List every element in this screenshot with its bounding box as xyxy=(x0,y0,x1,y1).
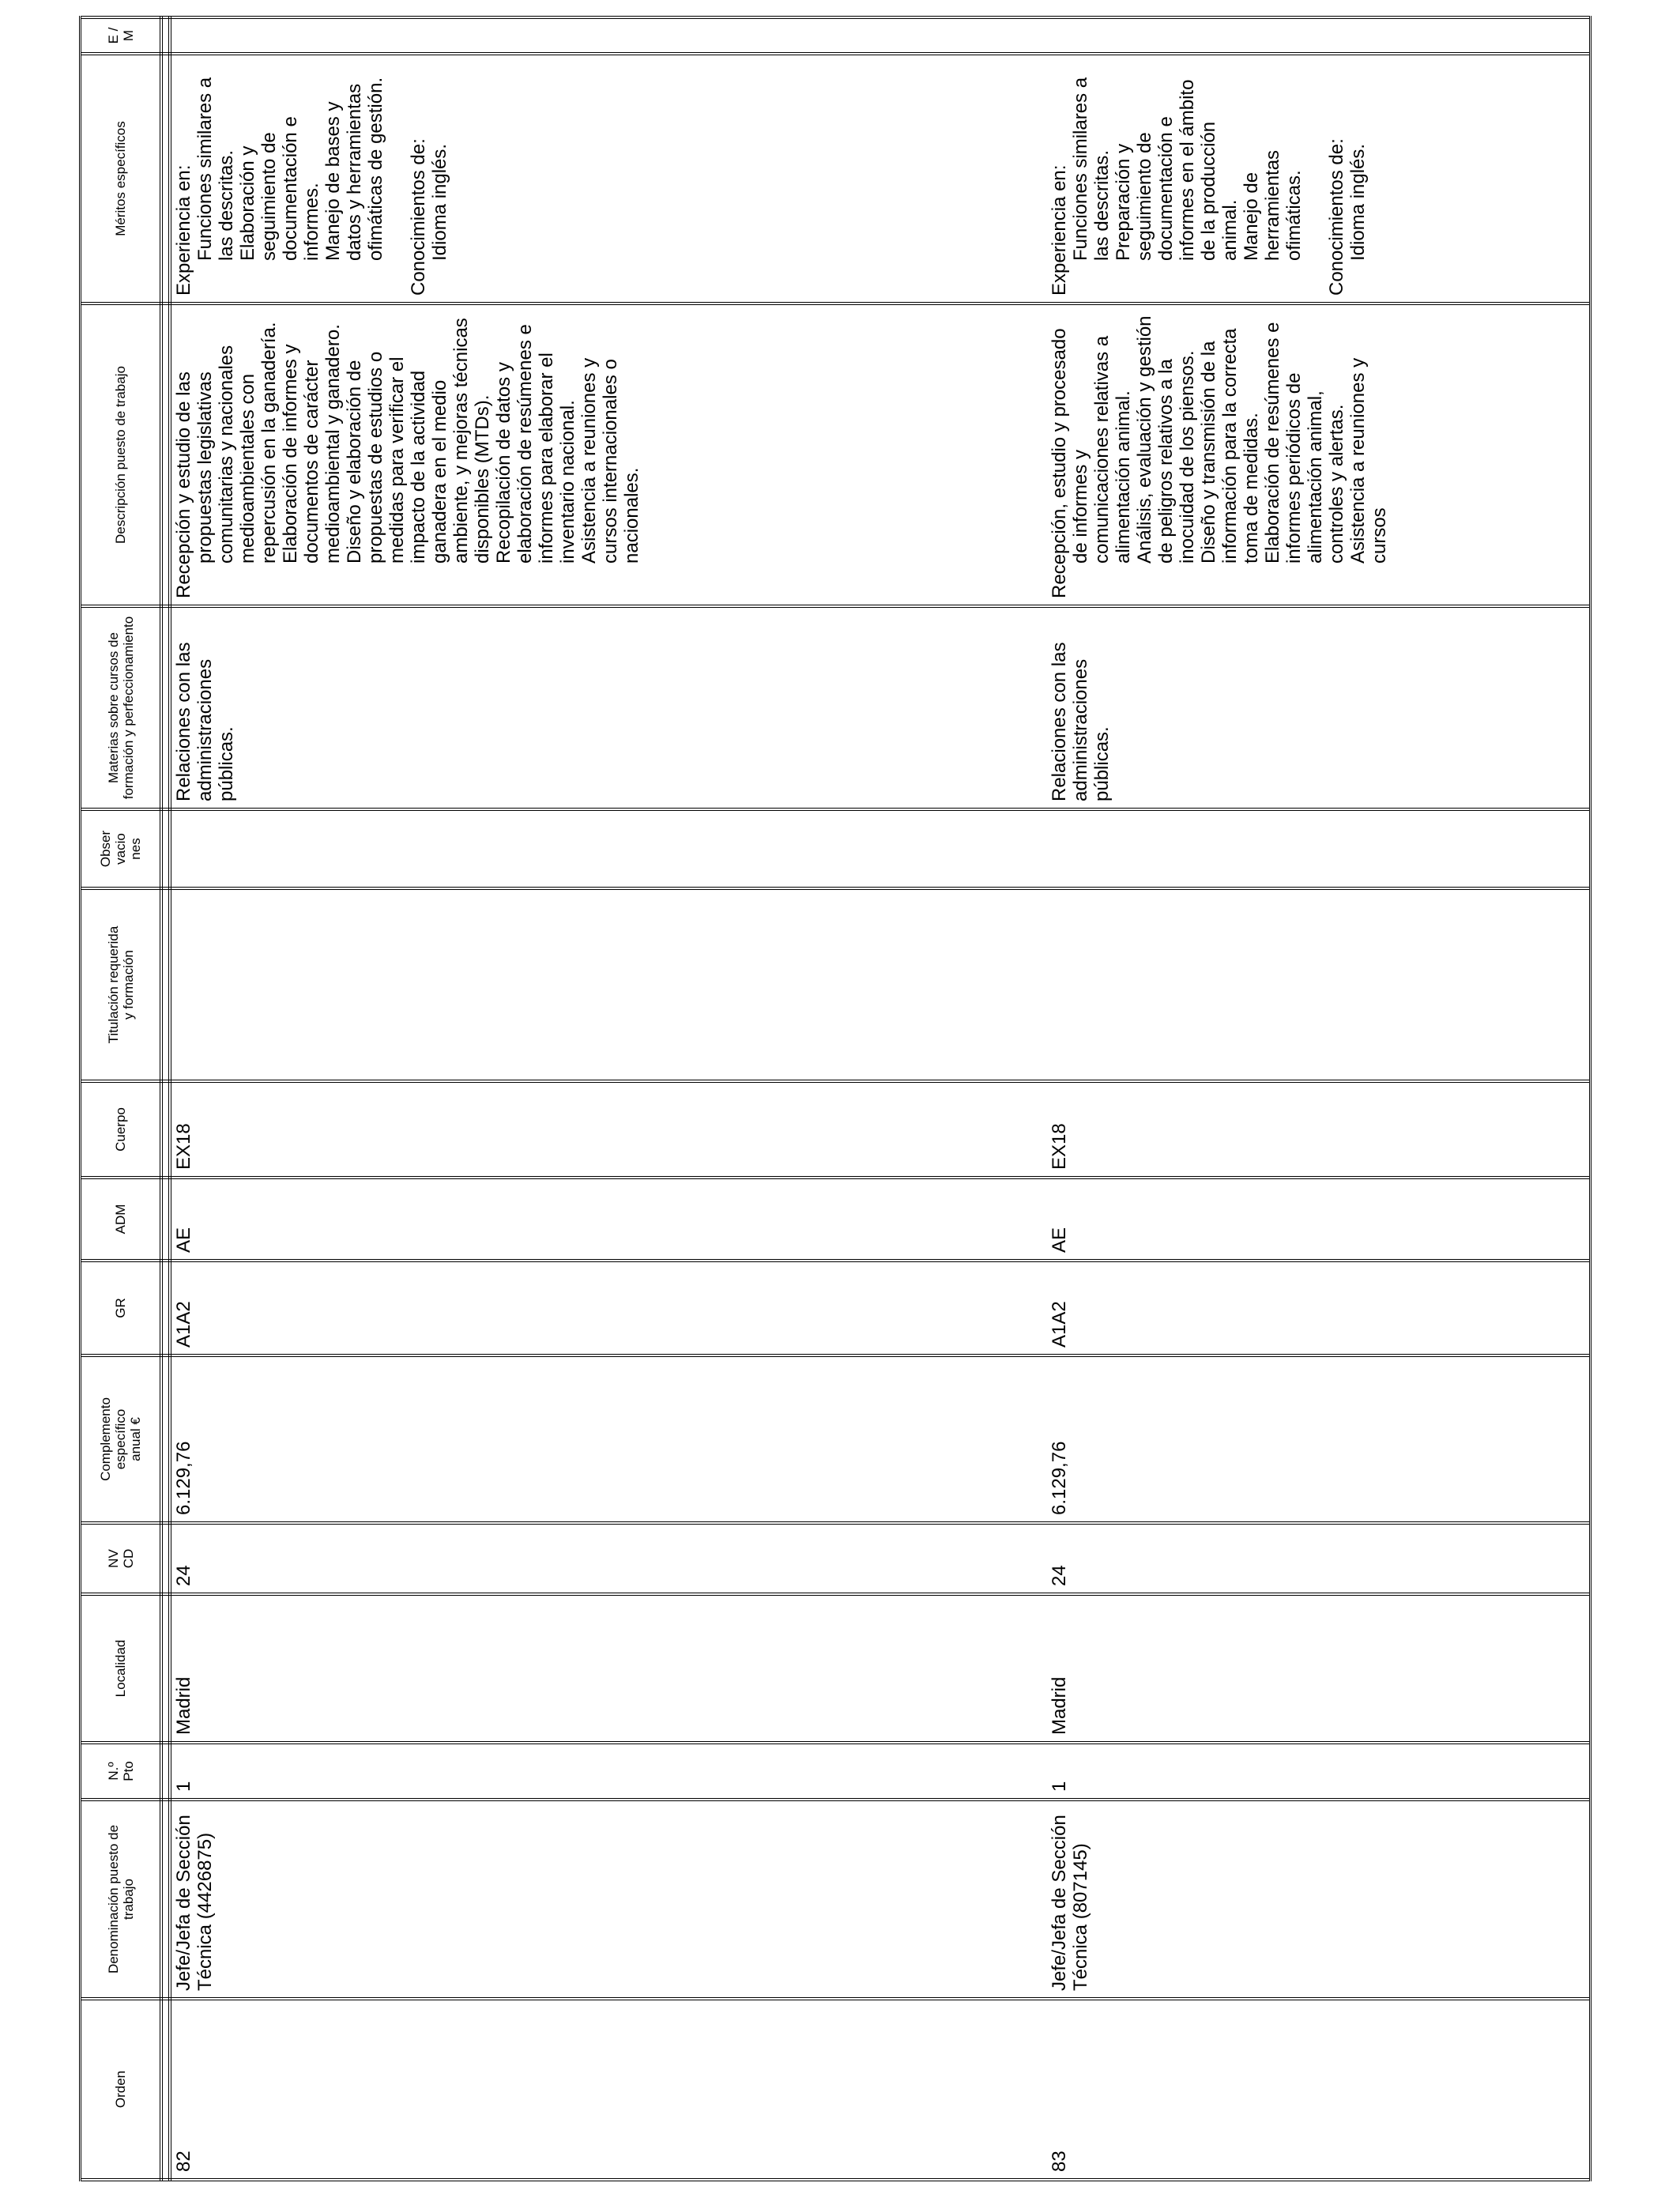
meritos-exp-item: Manejo de herramientas ofimáticas. xyxy=(1241,149,1305,261)
header-cell-meritos xyxy=(81,55,160,302)
header-cell-em xyxy=(81,19,160,52)
meritos-con-title: Conocimientos de: xyxy=(1326,138,1347,296)
meritos-con-item: Idioma inglés. xyxy=(429,143,450,261)
header-cell-gr xyxy=(81,1262,160,1354)
meritos-con-item: Idioma inglés. xyxy=(1347,143,1369,261)
table-row-83-meritos xyxy=(1049,62,1369,296)
cell-orden xyxy=(171,2000,1589,2178)
descripcion-item: Recepción, estudio y procesado de informes y comunicaciones relativas a alimentación animal. xyxy=(1049,328,1134,598)
table-row-82-complemento: 6.129,76 xyxy=(173,1441,194,1515)
meritos-exp-item: Manejo de bases y datos y herramientas ofimáticas de gestión. xyxy=(322,77,386,261)
cell-gr xyxy=(171,1262,1589,1354)
cell-meritos xyxy=(171,55,1589,302)
descripcion-item: Asistencia a reuniones y cursos xyxy=(1347,357,1390,564)
header-em: E / M xyxy=(105,27,136,44)
header-band xyxy=(81,16,160,2181)
header-observaciones: Obser vacio nes xyxy=(98,830,143,868)
header-meritos: Méritos específicos xyxy=(113,121,128,236)
cell-materias xyxy=(171,608,1589,808)
header-nv-cd: NV CD xyxy=(105,1548,136,1569)
header-cell-denominacion xyxy=(81,1801,160,1997)
meritos-con-title: Conocimientos de: xyxy=(408,138,429,296)
table-row-83-descripcion xyxy=(1049,310,1390,598)
table-row-82-localidad: Madrid xyxy=(173,1676,194,1735)
header-cell-complemento xyxy=(81,1357,160,1521)
header-denominacion: Denominación puesto de trabajo xyxy=(105,1824,136,1974)
table-row-82-meritos xyxy=(173,62,450,296)
table-row-82-n-pto: 1 xyxy=(173,1781,194,1792)
descripcion-item: Recopilación de datos y elaboración de resúmenes e informes para elaborar el inventario nacional. xyxy=(493,324,578,564)
header-cell-localidad xyxy=(81,1596,160,1741)
table-row-83-cuerpo: EX18 xyxy=(1049,1123,1070,1170)
table-row-82-materias: Relaciones con las administraciones públicas. xyxy=(173,642,237,801)
cell-denominacion xyxy=(171,1801,1589,1997)
header-cell-descripcion xyxy=(81,305,160,605)
descripcion-item: Elaboración de resúmenes e informes periódicos de alimentación animal, controles y alertas. xyxy=(1262,322,1347,564)
table-row-83-nv-cd: 24 xyxy=(1049,1565,1070,1586)
meritos-exp-title: Experiencia en: xyxy=(173,164,194,296)
meritos-exp-title: Experiencia en: xyxy=(1049,164,1070,296)
table-row-82-nv-cd: 24 xyxy=(173,1565,194,1586)
header-gr: GR xyxy=(113,1298,128,1318)
header-cuerpo: Cuerpo xyxy=(113,1107,128,1152)
header-cell-orden xyxy=(81,2000,160,2178)
table-row-82-orden: 82 xyxy=(173,2151,194,2172)
rpt-table xyxy=(79,16,1591,2181)
table-row-83-gr: A1A2 xyxy=(1049,1301,1070,1348)
descripcion-item: Diseño y transmisión de la información para la correcta toma de medidas. xyxy=(1198,328,1262,564)
cell-observaciones xyxy=(171,811,1589,887)
header-adm: ADM xyxy=(113,1204,128,1235)
header-titulacion: Titulación requerida y formación xyxy=(105,925,136,1044)
header-cell-cuerpo xyxy=(81,1083,160,1176)
descripcion-item: Diseño y elaboración de propuestas de estudios o medidas para verificar el impacto de la actividad ganadera en el medio ambiente, y mejoras técnicas disponibles (MTDs). xyxy=(344,318,493,564)
header-cell-nv-cd xyxy=(81,1525,160,1593)
header-cell-materias xyxy=(81,608,160,808)
cell-titulacion xyxy=(171,890,1589,1080)
meritos-exp-item: Funciones similares a las descritas. xyxy=(1070,77,1113,261)
cell-localidad xyxy=(171,1596,1589,1741)
header-cell-n-pto xyxy=(81,1744,160,1798)
header-cell-adm xyxy=(81,1179,160,1259)
table-row-83-orden: 83 xyxy=(1049,2151,1070,2172)
table-row-82-adm: AE xyxy=(173,1227,194,1253)
table-row-83-complemento: 6.129,76 xyxy=(1049,1441,1070,1515)
meritos-exp-item: Funciones similares a las descritas. xyxy=(194,77,237,261)
table-row-83-adm: AE xyxy=(1049,1227,1070,1253)
header-cell-observaciones xyxy=(81,811,160,887)
table-row-83-denominacion: Jefe/Jefa de Sección Técnica (807145) xyxy=(1049,1815,1091,1991)
cell-nv-cd xyxy=(171,1525,1589,1593)
header-n-pto: N.º Pto xyxy=(105,1761,136,1781)
content-band xyxy=(171,16,1589,2181)
table-row-82-descripcion xyxy=(173,310,642,598)
table-row-82-cuerpo: EX18 xyxy=(173,1123,194,1170)
cell-adm xyxy=(171,1179,1589,1259)
table-row-82-denominacion: Jefe/Jefa de Sección Técnica (4426875) xyxy=(173,1815,216,1991)
header-cell-titulacion xyxy=(81,890,160,1080)
header-orden: Orden xyxy=(113,2070,128,2109)
descripcion-item: Análisis, evaluación y gestión de peligros relativos a la inocuidad de los piensos. xyxy=(1134,315,1198,564)
descripcion-item: Elaboración de informes y documentos de carácter medioambiental y ganadero. xyxy=(280,324,344,564)
table-row-83-n-pto: 1 xyxy=(1049,1781,1070,1792)
cell-descripcion xyxy=(171,305,1589,605)
header-materias: Materias sobre cursos de formación y perfeccionamiento xyxy=(105,616,136,800)
descripcion-item: Recepción y estudio de las propuestas legislativas comunitarias y nacionales medioambientales con repercusión en la ganadería. xyxy=(173,322,280,598)
header-descripcion: Descripción puesto de trabajo xyxy=(113,366,128,544)
cell-em xyxy=(171,19,1589,52)
descripcion-item: Asistencia a reuniones y cursos internacionales o nacionales. xyxy=(578,357,642,564)
meritos-exp-item: Elaboración y seguimiento de documentación e informes. xyxy=(237,116,322,261)
cell-cuerpo xyxy=(171,1083,1589,1176)
table-row-83-materias: Relaciones con las administraciones públicas. xyxy=(1049,642,1113,801)
table-row-83-localidad: Madrid xyxy=(1049,1676,1070,1735)
cell-complemento xyxy=(171,1357,1589,1521)
table-row-82-gr: A1A2 xyxy=(173,1301,194,1348)
header-complemento: Complemento específico anual € xyxy=(98,1397,143,1481)
cell-n-pto xyxy=(171,1744,1589,1798)
meritos-exp-item: Preparación y seguimiento de documentación e informes en el ámbito de la producción animal. xyxy=(1113,79,1241,261)
header-localidad: Localidad xyxy=(113,1639,128,1698)
